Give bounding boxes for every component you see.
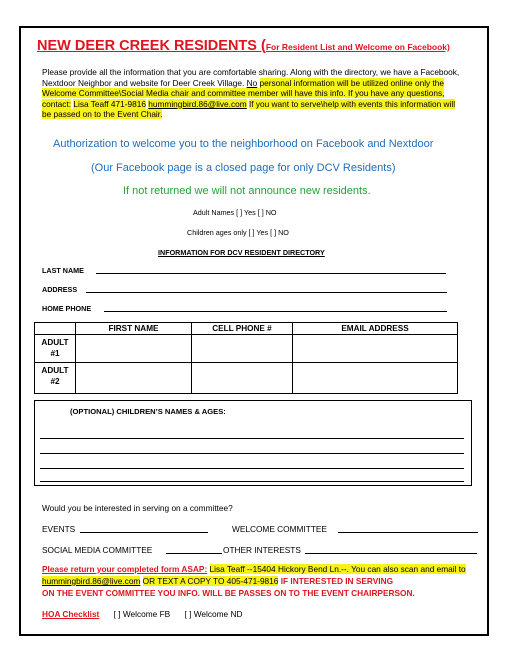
adult-names-consent[interactable]: Adult Names [ ] Yes [ ] NO: [193, 208, 277, 217]
row-label: ADULT #1: [35, 335, 76, 363]
adult2-first-name-cell[interactable]: [76, 363, 192, 394]
directory-heading: INFORMATION FOR DCV RESIDENT DIRECTORY: [158, 248, 325, 257]
other-interests-field[interactable]: [305, 553, 477, 554]
address-field[interactable]: [86, 292, 447, 293]
intro-paragraph: Please provide all the information that you are comfortable sharing. Along with the directory, we have a Facebook, Nextdoor Neighbor and website for Deer Creek Village. No personal information will be utilized online only the Welcome Committee\Social Media chair and committee member will have this info. If you have any questions, contact: Lisa Teaff 471-9816 hummingbird.86@live.com If you want to serve\help with events this information will be passed on to the Event Chair.: [42, 67, 460, 120]
cell-phone-header: CELL PHONE #: [192, 323, 293, 335]
children-ages-consent[interactable]: Children ages only [ ] Yes [ ] NO: [187, 228, 289, 237]
social-media-field[interactable]: [166, 553, 222, 554]
last-name-field[interactable]: [96, 273, 446, 274]
adult1-cell-phone-cell[interactable]: [192, 335, 293, 363]
children-line-2[interactable]: [40, 453, 464, 454]
form-title: NEW DEER CREEK RESIDENTS (For Resident List and Welcome on Facebook): [37, 38, 450, 54]
children-line-4[interactable]: [40, 481, 464, 482]
welcome-nd-checkbox[interactable]: [ ] Welcome ND: [184, 609, 243, 619]
return-email-link[interactable]: hummingbird.86@live.com: [42, 576, 141, 586]
table-row: [35, 363, 458, 394]
adult1-email-cell[interactable]: [293, 335, 458, 363]
other-interests-label: OTHER INTERESTS: [223, 545, 301, 555]
welcome-committee-label: WELCOME COMMITTEE: [232, 524, 327, 534]
home-phone-field[interactable]: [104, 311, 447, 312]
authorization-statement: Authorization to welcome you to the neighborhood on Facebook and Nextdoor: [53, 138, 434, 150]
address-label: ADDRESS: [42, 285, 78, 294]
return-line-3: ON THE EVENT COMMITTEE YOU INFO. WILL BE PASSES ON TO THE EVENT CHAIRPERSON.: [42, 588, 415, 598]
social-media-label: SOCIAL MEDIA COMMITTEE: [42, 545, 153, 555]
adult-contact-table: [34, 322, 458, 394]
committee-question: Would you be interested in serving on a committee?: [42, 503, 233, 513]
children-heading: (OPTIONAL) CHILDREN’S NAMES & AGES:: [70, 407, 226, 416]
warning-statement: If not returned we will not announce new residents.: [123, 185, 371, 197]
return-line-2: hummingbird.86@live.com OR TEXT A COPY TO 405-471-9816 IF INTERESTED IN SERVING: [42, 576, 394, 586]
adult1-first-name-cell[interactable]: [76, 335, 192, 363]
row-label: ADULT #2: [35, 363, 76, 394]
events-label: EVENTS: [42, 524, 76, 534]
adult2-cell-phone-cell[interactable]: [192, 363, 293, 394]
children-line-3[interactable]: [40, 468, 464, 469]
hoa-checklist: HOA Checklist [ ] Welcome FB [ ] Welcome ND: [42, 609, 243, 619]
home-phone-label: HOME PHONE: [42, 304, 92, 313]
facebook-closed-statement: (Our Facebook page is a closed page for only DCV Residents): [91, 162, 396, 174]
first-name-header: FIRST NAME: [76, 323, 192, 335]
welcome-committee-field[interactable]: [338, 532, 478, 533]
adult2-email-cell[interactable]: [293, 363, 458, 394]
children-line-1[interactable]: [40, 438, 464, 439]
contact-email-link[interactable]: hummingbird.86@live.com: [148, 98, 247, 109]
events-field[interactable]: [80, 532, 208, 533]
return-line-1: Please return your completed form ASAP: Lisa Teaff --15404 Hickory Bend Ln.--. You can also scan and email to: [42, 564, 466, 574]
last-name-label: LAST NAME: [42, 266, 84, 275]
table-row: [35, 335, 458, 363]
email-header: EMAIL ADDRESS: [293, 323, 458, 335]
welcome-fb-checkbox[interactable]: [ ] Welcome FB: [113, 609, 171, 619]
